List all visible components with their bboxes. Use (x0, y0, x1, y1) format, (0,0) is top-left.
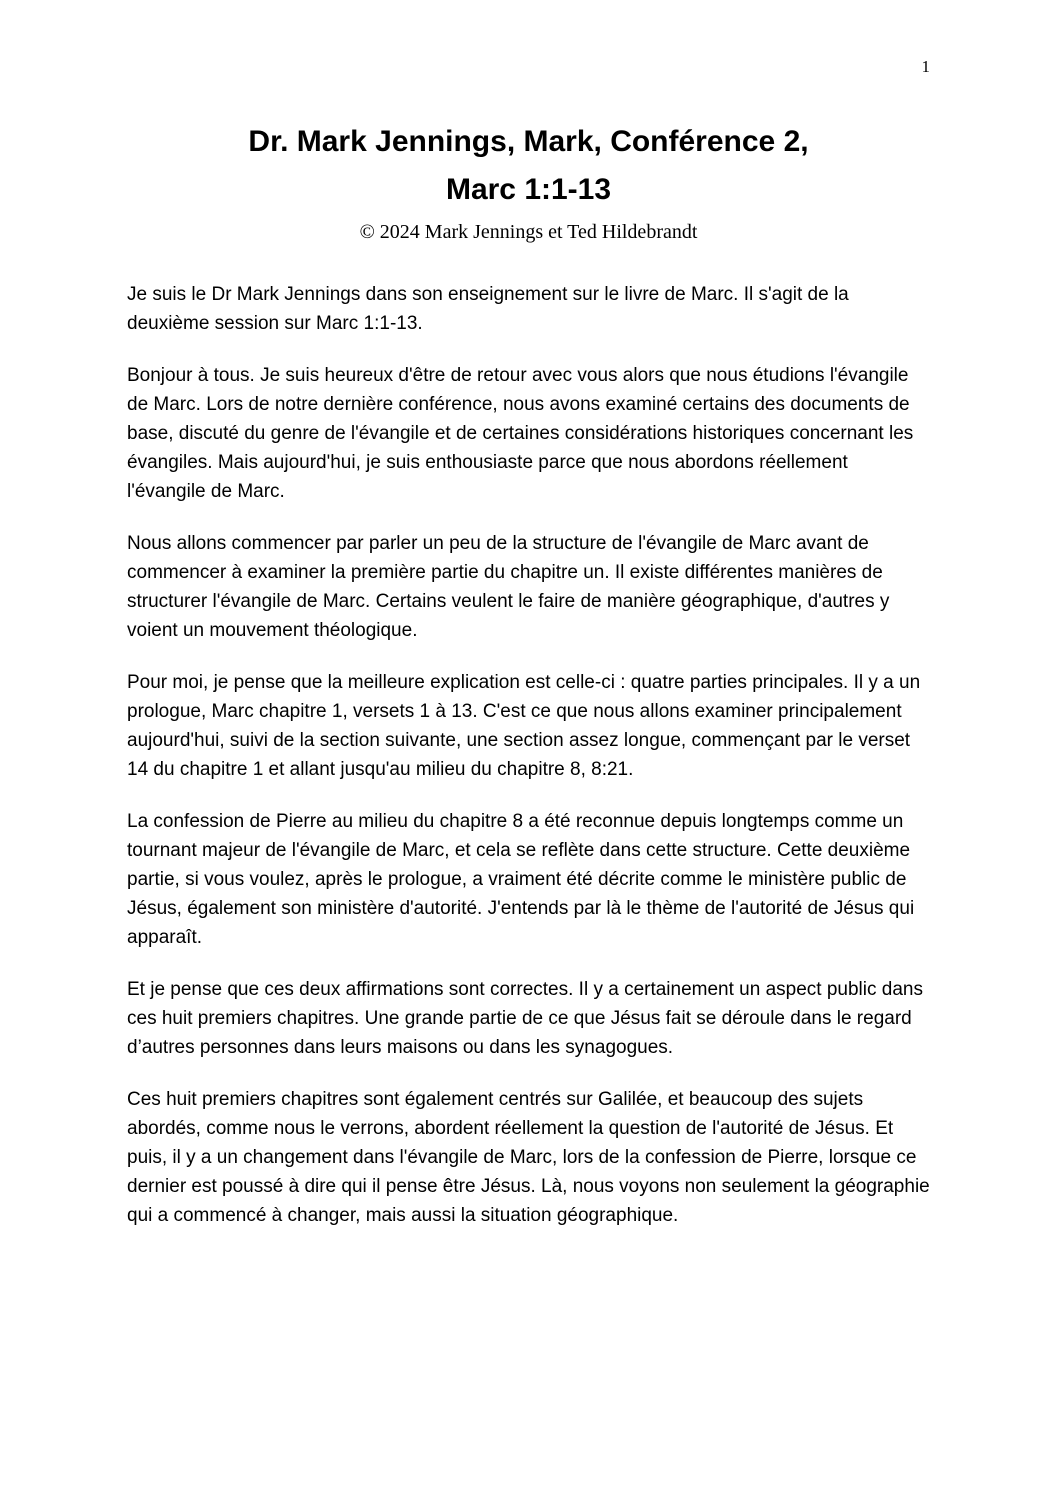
paragraph: Nous allons commencer par parler un peu de la structure de l'évangile de Marc avant de commencer à examiner la première partie du chapitre un. Il existe différentes manières de structurer l'évangile de Marc. Certains veulent le faire de manière géographique, d'autres y voient un mouvement théologique. (127, 533, 890, 641)
paragraph: Pour moi, je pense que la meilleure explication est celle-ci : quatre parties principales. Il y a un prologue, Marc chapitre 1, versets 1 à 13. C'est ce que nous allons examiner principalement aujourd'hui, suivi de la section suivante, une section assez longue, commençant par le verset 14 du chapitre 1 et allant jusqu'au milieu du chapitre 8, 8:21. (127, 672, 921, 780)
document-body (127, 280, 930, 1230)
paragraph: La confession de Pierre au milieu du chapitre 8 a été reconnue depuis longtemps comme un tournant majeur de l'évangile de Marc, et cela se reflète dans cette structure. Cette deuxième partie, si vous voulez, après le prologue, a vraiment été décrite comme le ministère public de Jésus, également son ministère d'autorité. J'entends par là le thème de l'autorité de Jésus qui apparaît. (127, 811, 915, 948)
document-title-line-2: Marc 1:1-13 (445, 173, 612, 206)
page-number: 1 (921, 57, 930, 76)
paragraph: Bonjour à tous. Je suis heureux d'être de retour avec vous alors que nous étudions l'évangile de Marc. Lors de notre dernière conférence, nous avons examiné certains des documents de base, discuté du genre de l'évangile et de certaines considérations historiques concernant les évangiles. Mais aujourd'hui, je suis enthousiaste parce que nous abordons réellement l'évangile de Marc. (127, 365, 914, 502)
paragraph: Ces huit premiers chapitres sont également centrés sur Galilée, et beaucoup des sujets abordés, comme nous le verrons, abordent réellement la question de l'autorité de Jésus. Et puis, il y a un changement dans l'évangile de Marc, lors de la confession de Pierre, lorsque ce dernier est poussé à dire qui il pense être Jésus. Là, nous voyons non seulement la géographie qui a commencé à changer, mais aussi la situation géographique. (127, 1089, 930, 1226)
document-title-line-1: Dr. Mark Jennings, Mark, Conférence 2, (248, 125, 809, 158)
copyright-line: © 2024 Mark Jennings et Ted Hildebrandt (359, 221, 698, 243)
document-title (127, 118, 930, 214)
paragraph: Et je pense que ces deux affirmations sont correctes. Il y a certainement un aspect public dans ces huit premiers chapitres. Une grande partie de ce que Jésus fait se déroule dans le regard d’autres personnes dans leurs maisons ou dans les synagogues. (127, 979, 923, 1058)
paragraph: Je suis le Dr Mark Jennings dans son enseignement sur le livre de Marc. Il s'agit de la deuxième session sur Marc 1:1-13. (127, 284, 849, 334)
